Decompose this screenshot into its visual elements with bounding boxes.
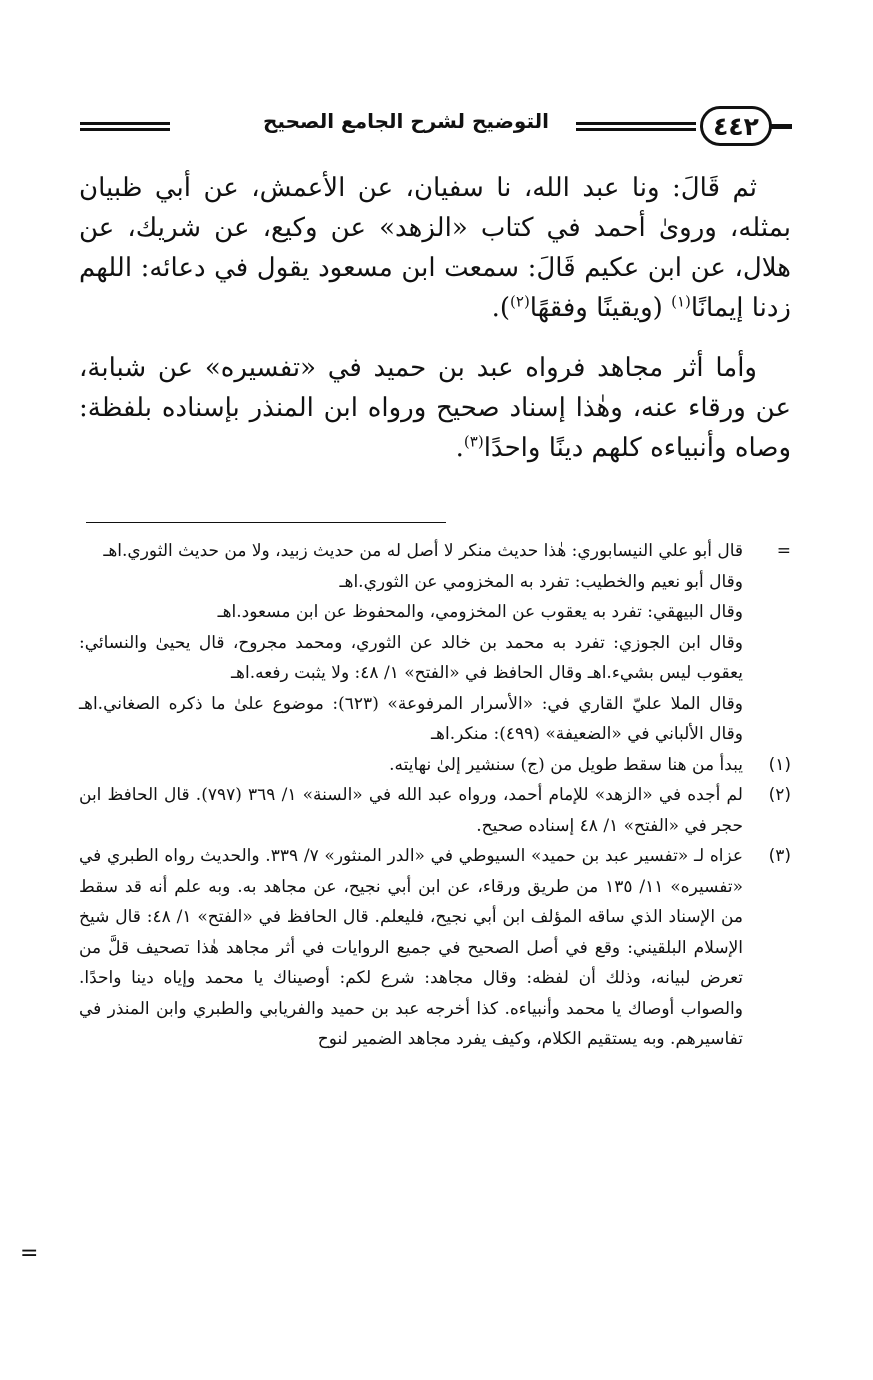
- footnote-2-text: لم أجده في «الزهد» للإمام أحمد، ورواه عبد الله في «السنة» ١/ ٣٦٩ (٧٩٧). قال الحافظ ابن حجر في «الفتح» ١/ ٤٨ إسناده صحيح.: [79, 785, 743, 836]
- continuation-marker: =: [776, 541, 791, 561]
- continued-note-line-1: قال أبو علي النيسابوري: هٰذا حديث منكر لا أصل له من حديث زبيد، ولا من حديث الثوري.اهـ: [103, 541, 743, 561]
- header-rule-right: [576, 122, 696, 131]
- footnote-ref-3: (٣): [463, 432, 484, 451]
- main-text: [79, 168, 791, 488]
- footnote-1: [79, 750, 791, 781]
- running-title: التوضيح لشرح الجامع الصحيح: [263, 109, 549, 133]
- main-paragraph-1: [79, 168, 791, 328]
- page-number-ornament: [688, 102, 792, 152]
- footnote-1-text: يبدأ من هنا سقط طويل من (ج) سنشير إلىٰ نهايته.: [389, 754, 743, 775]
- main-paragraph-2: [79, 348, 791, 468]
- main-paragraph-2-end: .: [455, 433, 464, 463]
- header-rule-left: [80, 122, 170, 131]
- main-paragraph-1-middle: (ويقينًا وفقهًا: [529, 293, 672, 323]
- main-paragraph-2-text: وأما أثر مجاهد فرواه عبد بن حميد في «تفسيره» عن شبابة، عن ورقاء عنه، وهٰذا إسناد صحيح ورواه ابن المنذر بإسناده بلفظة: وصاه وأنبياءه كلهم دينًا واحدًا: [79, 353, 791, 463]
- footnote-ref-2: (٢): [510, 292, 530, 311]
- main-paragraph-1-end: ).: [491, 293, 511, 323]
- continued-note-line-5: وقال الملا عليّ القاري في: «الأسرار المرفوعة» (٦٢٣): موضوع علىٰ ما ذكره الصغاني.اهـ وقال الألباني في «الضعيفة» (٤٩٩): منكر.اهـ: [79, 693, 743, 744]
- footnote-3-text: عزاه لـ «تفسير عبد بن حميد» السيوطي في «الدر المنثور» ٧/ ٣٣٩. والحديث رواه الطبري في «تفسيره» ١١/ ١٣٥ من طريق ورقاء، عن ابن أبي نجيح، عن مجاهد به. وبه علم أنه قد سقط من الإسناد الذي ساقه المؤلف ابن أبي نجيح، فليعلم. قال الحافظ في «الفتح» ١/ ٤٨: قال شيخ الإسلام البلقيني: وقع في أصل الصحيح في جميع الروايات في أثر مجاهد هٰذا تصحيف قلَّ من تعرض لبيانه، وذلك أن لفظه: وقال مجاهد: شرع لكم: أوصيناك يا محمد وإياه دينا واحدًا. والصواب أوصاك يا محمد وأنبياءه. كذا أخرجه عبد بن حميد والفريابي والطبري وابن المنذر في تفاسيرهم. وبه يستقيم الكلام، وكيف يفرد مجاهد الضمير لنوح: [79, 846, 744, 1049]
- continued-note-line-4: وقال ابن الجوزي: تفرد به محمد بن خالد عن الثوري، ومحمد مجروح، قال يحيىٰ والنسائي: يعقوب ليس بشيء.اهـ وقال الحافظ في «الفتح» ١/ ٤٨: ولا يثبت رفعه.اهـ: [79, 632, 743, 683]
- footnote-ref-1: (١): [671, 292, 691, 311]
- footnote-2: [79, 780, 791, 841]
- continued-note-line-2: وقال أبو نعيم والخطيب: تفرد به المخزومي عن الثوري.اهـ: [339, 571, 743, 592]
- footnote-1-marker: (١): [768, 754, 791, 775]
- main-paragraph-1-text: ثم قَالَ: ونا عبد الله، نا سفيان، عن الأعمش، عن أبي ظبيان بمثله، وروىٰ أحمد في كتاب «الزهد» عن وكيع، عن شريك، عن هلال، عن ابن عكيم قَالَ: سمعت ابن مسعود يقول في دعائه: اللهم زدنا إيمانًا: [79, 173, 791, 323]
- next-page-marker: =: [20, 1241, 39, 1266]
- footnote-separator: [86, 522, 446, 523]
- continued-note-line-3: وقال البيهقي: تفرد به يعقوب عن المخزومي، والمحفوظ عن ابن مسعود.اهـ: [217, 602, 743, 622]
- page-number: ٤٤٢: [700, 106, 772, 146]
- footnote-2-marker: (٢): [768, 785, 791, 805]
- footnotes: [79, 536, 791, 1055]
- footnote-continued: [79, 536, 791, 750]
- footnote-3-marker: (٣): [768, 846, 791, 866]
- footnote-3: [79, 841, 791, 1055]
- page-header: [60, 102, 792, 152]
